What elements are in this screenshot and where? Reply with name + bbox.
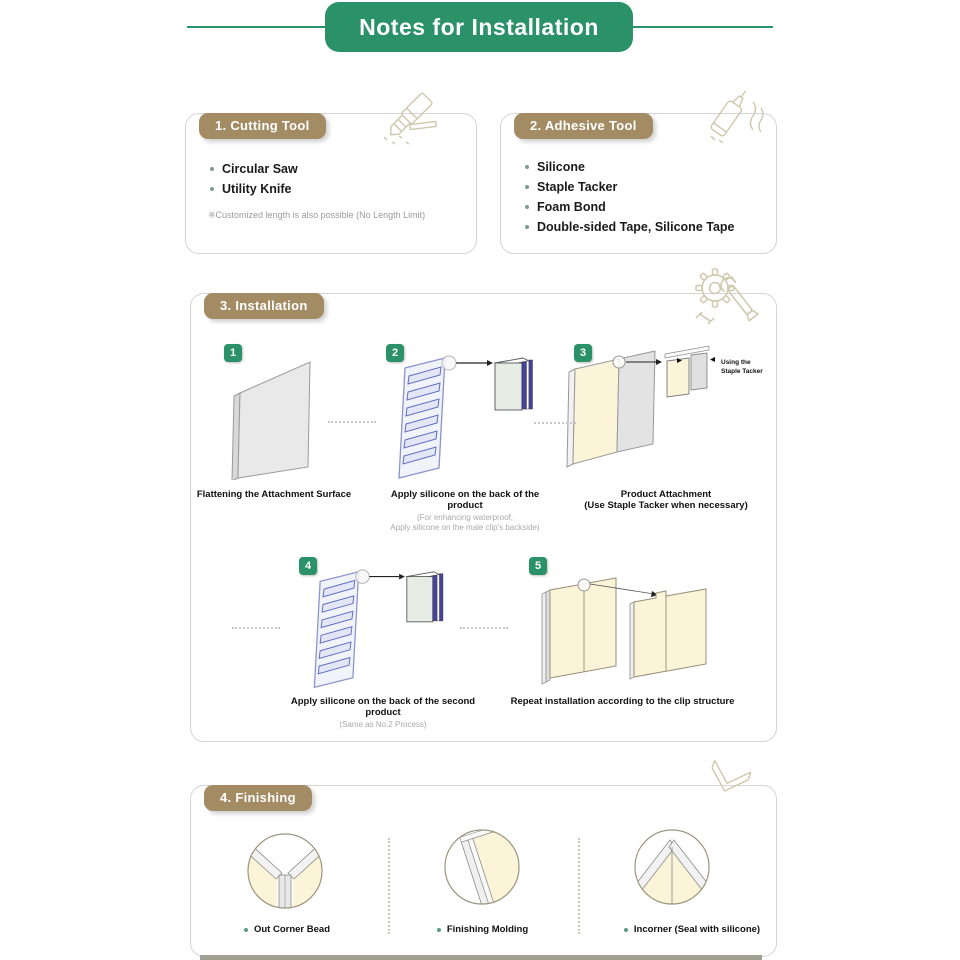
section-finishing-label: 4. Finishing <box>204 785 312 811</box>
caption-text: (Use Staple Tacker when necessary) <box>584 500 748 511</box>
finishing-caption-3 <box>612 924 772 935</box>
step-number: 1 <box>229 347 237 359</box>
page-title: Notes for Installation <box>359 13 599 40</box>
corner-trim-icon <box>700 760 758 808</box>
finishing-caption-1 <box>228 924 346 935</box>
bullet-dot <box>525 185 529 189</box>
step2-silicone-illustration <box>383 352 543 487</box>
bullet-dot <box>624 928 628 932</box>
caption-text: Flattening the Attachment Surface <box>196 489 352 500</box>
bullet-dot <box>525 225 529 229</box>
cutting-note: ※Customized length is also possible (No Length Limit) <box>208 210 426 220</box>
list-item-label: Double-sided Tape, Silicone Tape <box>537 220 735 234</box>
list-item-label: Circular Saw <box>222 162 298 176</box>
finishing-caption-2 <box>420 924 545 935</box>
utility-knife-icon <box>372 90 444 152</box>
step3-caption <box>570 489 762 511</box>
step1-panel-illustration <box>228 358 323 480</box>
dotted-separator <box>388 838 390 934</box>
step2-caption <box>372 489 558 533</box>
glue-gun-icon <box>695 86 767 150</box>
step1-caption <box>185 489 363 500</box>
list-item <box>210 180 298 198</box>
cropped-bottom-bar <box>200 955 762 960</box>
dotted-separator <box>534 422 576 424</box>
step3-annotation-line1: Using the <box>721 359 751 366</box>
step4-caption <box>278 696 488 730</box>
step3-annotation-line2: Staple Tacker <box>721 368 763 375</box>
caption-text: Repeat installation according to the clip structure <box>510 696 735 707</box>
dotted-separator <box>460 627 508 629</box>
incorner-illustration <box>632 827 712 907</box>
bullet-dot <box>210 187 214 191</box>
step3-annotation <box>721 358 775 376</box>
page-title-badge <box>325 2 633 52</box>
dotted-separator <box>232 627 280 629</box>
list-item-label: Utility Knife <box>222 182 292 196</box>
dotted-separator <box>578 838 580 934</box>
step3-attachment-illustration <box>563 338 721 480</box>
caption-text: Incorner (Seal with silicone) <box>633 924 761 935</box>
list-item <box>525 198 735 216</box>
bullet-dot <box>210 167 214 171</box>
list-item <box>210 160 298 178</box>
finishing-molding-illustration <box>442 827 522 907</box>
bullet-dot <box>244 928 248 932</box>
dotted-separator <box>328 421 376 423</box>
out-corner-bead-illustration <box>245 831 325 911</box>
adhesive-tool-list <box>525 158 735 236</box>
step4-silicone-illustration <box>296 566 456 696</box>
step-number: 5 <box>534 560 542 572</box>
gear-wrench-icon <box>688 262 762 330</box>
section-cutting-label: 1. Cutting Tool <box>199 113 326 139</box>
caption-text: Finishing Molding <box>446 924 529 935</box>
list-item <box>525 218 735 236</box>
step-number: 3 <box>579 347 587 359</box>
cutting-tool-list <box>210 160 298 198</box>
bullet-dot <box>525 205 529 209</box>
step5-repeat-illustration <box>538 568 716 696</box>
caption-subtext: Apply silicone on the male clip's backside) <box>390 523 540 532</box>
list-item <box>525 178 735 196</box>
list-item <box>525 158 735 176</box>
bullet-dot <box>525 165 529 169</box>
bullet-dot <box>437 928 441 932</box>
step-number: 4 <box>304 560 312 572</box>
caption-subtext: (For enhancing waterproof, <box>416 513 514 522</box>
caption-text: Apply silicone on the back of the product <box>390 489 540 511</box>
list-item-label: Foam Bond <box>537 200 606 214</box>
section-adhesive-label: 2. Adhesive Tool <box>514 113 653 139</box>
caption-text: Out Corner Bead <box>253 924 330 935</box>
caption-text: Product Attachment <box>620 489 712 500</box>
section-installation-label: 3. Installation <box>204 293 324 319</box>
caption-text: Apply silicone on the back of the second product <box>290 696 476 718</box>
step5-caption <box>505 696 740 707</box>
list-item-label: Silicone <box>537 160 585 174</box>
step-number: 2 <box>391 347 399 359</box>
list-item-label: Staple Tacker <box>537 180 618 194</box>
caption-subtext: (Same as No.2 Process) <box>339 720 427 729</box>
